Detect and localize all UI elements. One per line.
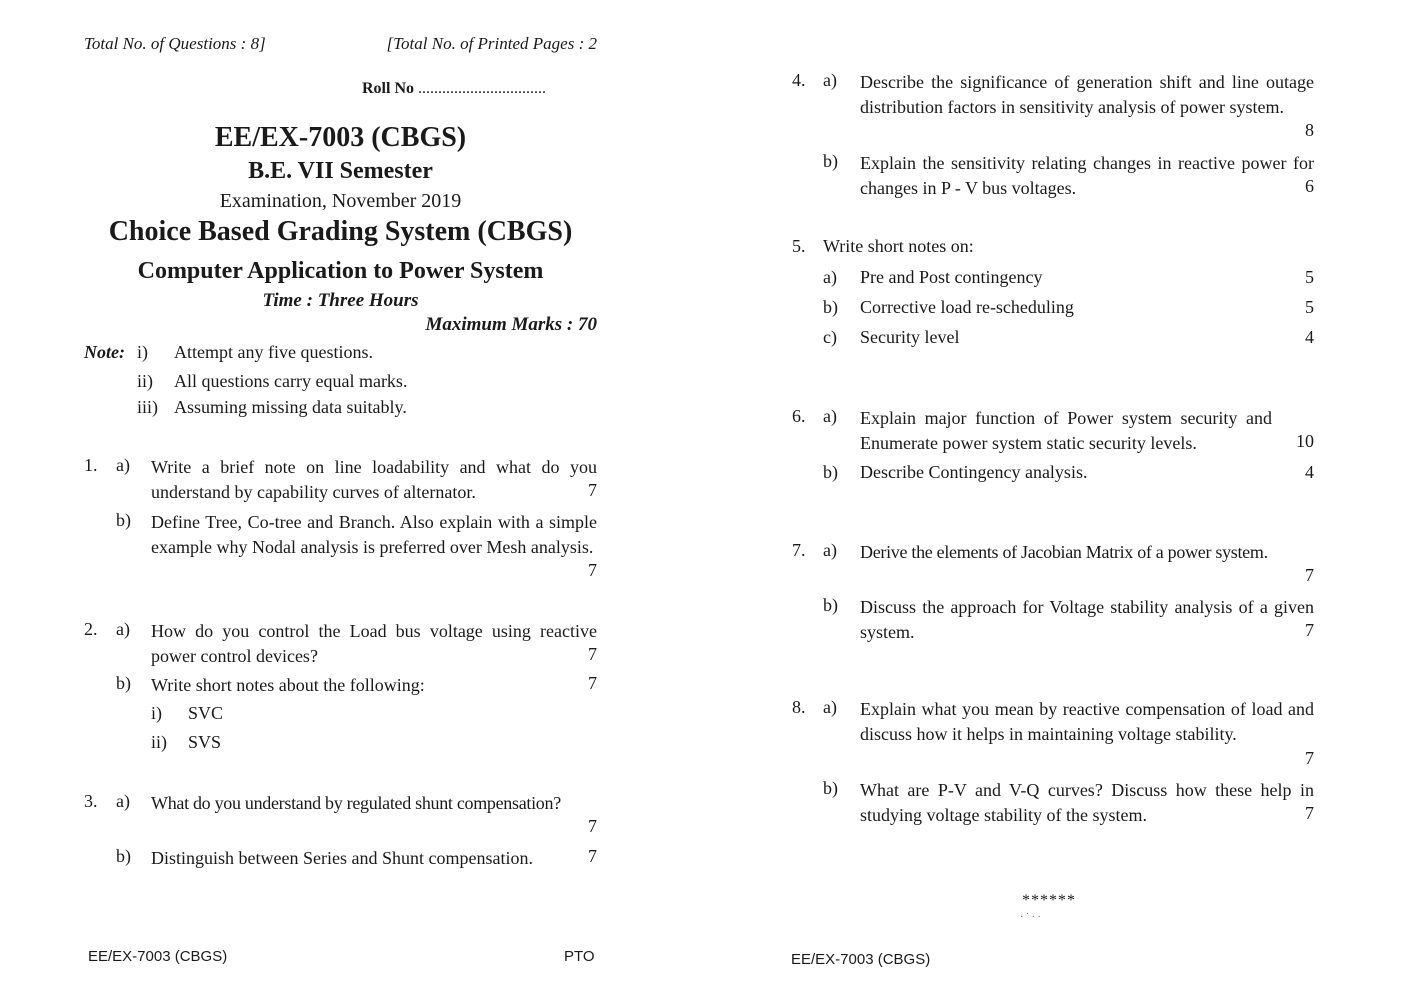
- footer-pto: PTO: [564, 948, 595, 965]
- question-part-label: b): [823, 462, 838, 482]
- question-part-label: a): [823, 697, 837, 717]
- question-marks: 5: [1305, 297, 1314, 317]
- note-num: ii): [137, 371, 153, 391]
- question-text: Derive the elements of Jacobian Matrix of a power system.: [860, 542, 1268, 562]
- question-marks: 4: [1305, 327, 1314, 347]
- question-number: 8.: [792, 697, 806, 717]
- question-part-label: a): [823, 406, 837, 426]
- question-part-label: a): [116, 455, 130, 475]
- note-num: i): [137, 342, 148, 362]
- question-marks: 7: [1305, 565, 1314, 585]
- question-text: Explain the sensitivity relating changes in reactive power for changes in P - V bus voltages.: [860, 153, 1314, 198]
- question-marks: 7: [1305, 748, 1314, 768]
- question-number: 6.: [792, 406, 806, 426]
- question-part-label: a): [116, 619, 130, 639]
- roll-no-label: Roll No: [362, 80, 414, 97]
- question-text: Explain what you mean by reactive compensation of load and discuss how it helps in maintaining voltage stability.: [860, 699, 1314, 744]
- question-text: What are P-V and V-Q curves? Discuss how these help in studying voltage stability of the system.: [860, 780, 1314, 825]
- question-text: Corrective load re-scheduling: [860, 297, 1074, 317]
- exam-date: Examination, November 2019: [219, 190, 462, 212]
- question-part-label: a): [116, 791, 130, 811]
- roll-no-dots: ................................: [418, 80, 546, 97]
- question-part-label: b): [116, 673, 131, 693]
- question-part-label: c): [823, 327, 837, 347]
- question-text: Distinguish between Series and Shunt compensation.: [151, 848, 533, 868]
- question-text: Discuss the approach for Voltage stability analysis of a given system.: [860, 597, 1314, 642]
- end-mark: ******: [1022, 892, 1076, 909]
- note-num: iii): [137, 397, 158, 417]
- question-marks: 7: [588, 673, 597, 693]
- question-part-label: b): [823, 297, 838, 317]
- roll-no: [362, 80, 546, 98]
- question-marks: 7: [588, 644, 597, 664]
- question-marks: 7: [588, 560, 597, 580]
- question-part-label: b): [823, 151, 838, 171]
- question-part-label: b): [823, 778, 838, 798]
- total-pages: [Total No. of Printed Pages : 2: [386, 34, 597, 53]
- question-marks: 5: [1305, 267, 1314, 287]
- question-number: 2.: [84, 619, 98, 639]
- total-questions: Total No. of Questions : 8]: [84, 34, 266, 53]
- subitem-number: ii): [151, 732, 167, 752]
- note-text: Assuming missing data suitably.: [174, 397, 407, 417]
- question-marks: 7: [588, 816, 597, 836]
- note-label: Note:: [84, 342, 125, 362]
- subitem-text: SVS: [188, 732, 222, 752]
- note-text: Attempt any five questions.: [174, 342, 373, 362]
- question-text: Describe Contingency analysis.: [860, 462, 1088, 482]
- question-text: Describe the significance of generation shift and line outage distribution factors in sensitivity analysis of power system.: [860, 72, 1314, 117]
- question-number: 1.: [84, 455, 98, 475]
- question-text: How do you control the Load bus voltage using reactive power control devices?: [151, 621, 597, 666]
- question-text: Pre and Post contingency: [860, 267, 1043, 287]
- page-2: [702, 0, 1404, 992]
- question-text: Security level: [860, 327, 960, 347]
- question-text: Write a brief note on line loadability and what do you understand by capability curves of alternator.: [151, 457, 597, 502]
- question-part-label: a): [823, 267, 837, 287]
- question-part-label: b): [116, 510, 131, 530]
- question-intro: Write short notes on:: [823, 236, 974, 256]
- question-part-label: a): [823, 70, 837, 90]
- subject-title: Computer Application to Power System: [137, 258, 544, 284]
- question-part-label: b): [116, 846, 131, 866]
- paper-code: EE/EX-7003 (CBGS): [214, 122, 467, 153]
- subitem-number: i): [151, 703, 162, 723]
- question-marks: 7: [588, 480, 597, 500]
- header-line: [84, 34, 597, 54]
- question-marks: 10: [1296, 431, 1314, 451]
- question-marks: 6: [1305, 176, 1314, 196]
- question-number: 7.: [792, 540, 806, 560]
- max-marks: Maximum Marks : 70: [425, 314, 597, 335]
- question-marks: 7: [588, 846, 597, 866]
- note-text: All questions carry equal marks.: [174, 371, 408, 391]
- question-number: 3.: [84, 791, 98, 811]
- question-text: Explain major function of Power system security and Enumerate power system static security levels.: [860, 408, 1272, 453]
- question-marks: 4: [1305, 462, 1314, 482]
- question-marks: 7: [1305, 803, 1314, 823]
- question-text: Define Tree, Co-tree and Branch. Also explain with a simple example why Nodal analysis is preferred over Mesh analysis.: [151, 512, 597, 557]
- question-text: What do you understand by regulated shunt compensation?: [151, 793, 561, 813]
- question-number: 5.: [792, 236, 806, 256]
- time-allowed: Time : Three Hours: [262, 290, 419, 311]
- question-marks: 7: [1305, 620, 1314, 640]
- footer-code: EE/EX-7003 (CBGS): [88, 948, 228, 965]
- subitem-text: SVC: [188, 703, 224, 723]
- semester: B.E. VII Semester: [248, 158, 433, 184]
- question-text: Write short notes about the following:: [151, 675, 425, 695]
- question-part-label: b): [823, 595, 838, 615]
- question-number: 4.: [792, 70, 806, 90]
- question-marks: 8: [1305, 120, 1314, 140]
- scan-specks: · ˙ · ·: [1020, 912, 1041, 923]
- grading-system: Choice Based Grading System (CBGS): [108, 216, 573, 247]
- question-part-label: a): [823, 540, 837, 560]
- footer-code: EE/EX-7003 (CBGS): [791, 951, 931, 968]
